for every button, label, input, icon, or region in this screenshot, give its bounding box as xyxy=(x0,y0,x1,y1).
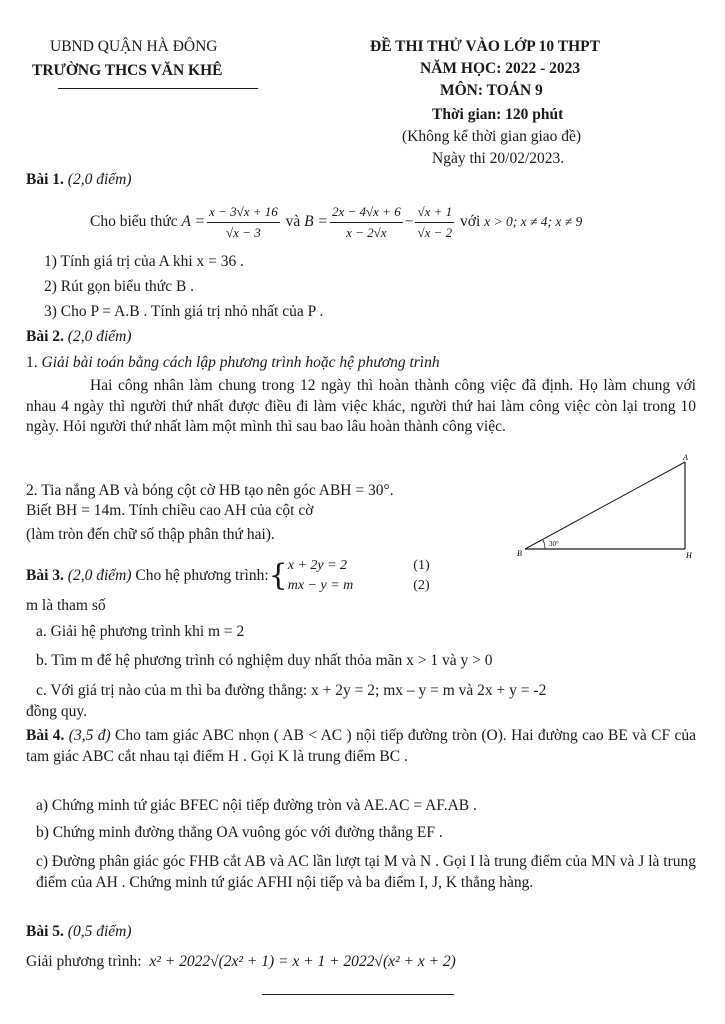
subject: MÔN: TOÁN 9 xyxy=(440,82,543,99)
expr-b-fraction-1 xyxy=(330,202,403,243)
expr-a-lhs: A = xyxy=(181,213,206,230)
bai3-qb: b. Tìm m để hệ phương trình có nghiệm duy nhất thỏa mãn x > 1 và y > 0 xyxy=(36,652,493,669)
expr-condition: x > 0; x ≠ 4; x ≠ 9 xyxy=(484,214,583,229)
system-equations xyxy=(288,556,354,596)
figure-label-a: A xyxy=(683,453,688,462)
bai3-heading-line xyxy=(26,554,430,598)
expr-b-numerator-1: 2x − 4√x + 6 xyxy=(330,202,403,223)
bai4-title: Bài 4. xyxy=(26,727,65,744)
school-name: TRƯỜNG THCS VĂN KHÊ xyxy=(32,62,223,79)
expr-b-minus: − xyxy=(404,213,414,230)
bai2-sub1-title: Giải bài toán bằng cách lập phương trình hoặc hệ phương trình xyxy=(41,354,440,371)
footer-rule xyxy=(262,994,454,995)
bai1-points: (2,0 điểm) xyxy=(67,171,132,188)
bai5-intro: Giải phương trình: xyxy=(26,953,142,970)
flagpole-figure xyxy=(515,452,695,567)
bai4-text xyxy=(26,726,696,767)
system-eq1: x + 2y = 2 xyxy=(287,558,348,573)
system-eq2: mx − y = m xyxy=(287,578,354,593)
bai5-equation: x² + 2022√(2x² + 1) = x + 1 + 2022√(x² + x + 2) xyxy=(149,953,456,970)
system-brace: { xyxy=(268,558,288,593)
bai1-q1: 1) Tính giá trị của A khi x = 36 . xyxy=(44,253,245,270)
bai3-qa: a. Giải hệ phương trình khi m = 2 xyxy=(36,623,245,640)
system-eq2-tag: (2) xyxy=(413,578,430,593)
bai1-q2: 2) Rút gọn biểu thức B . xyxy=(44,278,195,295)
figure-label-h: H xyxy=(686,551,692,560)
duration: Thời gian: 120 phút xyxy=(432,106,564,123)
figure-angle-label: 30° xyxy=(549,540,559,548)
bai5-equation-line xyxy=(26,952,456,972)
bai5-title: Bài 5. xyxy=(26,923,64,940)
system-tags xyxy=(413,556,429,596)
bai2-sub1-heading xyxy=(26,353,440,373)
bai4-points: (3,5 đ) xyxy=(68,727,111,744)
bai2-sub1-text: Hai công nhân làm chung trong 12 ngày thì hoàn thành công việc đã định. Họ làm chung với nhau 4 ngày thì người thứ nhất được điều đi làm việc khác, người thứ hai làm công việc còn lại trong 10 ngày. Hỏi người thứ nhất làm một mình thì sau bao lâu hoàn thành công việc. xyxy=(26,377,696,435)
bai2-title: Bài 2. xyxy=(26,328,64,345)
district-name: UBND QUẬN HÀ ĐÔNG xyxy=(50,38,218,55)
bai3-param: m là tham số xyxy=(26,597,106,614)
system-eq1-tag: (1) xyxy=(413,558,430,573)
figure-sunray-line xyxy=(525,462,685,549)
duration-note: (Không kể thời gian giao đề) xyxy=(402,128,582,145)
school-year: NĂM HỌC: 2022 - 2023 xyxy=(420,60,581,77)
bai5-heading xyxy=(26,922,131,942)
bai4-qc: c) Đường phân giác góc FHB cắt AB và AC lần lượt tại M và N . Gọi I là trung điểm của MN và J là trung điểm của AH . Chứng minh tứ giác AFHI nội tiếp và ba điểm I, J, K thẳng hàng. xyxy=(36,853,696,891)
bai3-intro: Cho hệ phương trình: xyxy=(135,567,269,584)
cond-word: với xyxy=(460,213,481,230)
bai3-points: (2,0 điểm) xyxy=(67,567,132,584)
bai5-points: (0,5 điểm) xyxy=(67,923,132,940)
exam-title: ĐỀ THI THỬ VÀO LỚP 10 THPT xyxy=(370,38,600,55)
bai1-q3: 3) Cho P = A.B . Tính giá trị nhỏ nhất của P . xyxy=(44,303,324,320)
expr-a-numerator: x − 3√x + 16 xyxy=(207,202,280,223)
figure-label-b: B xyxy=(517,549,522,558)
bai2-sub2-line3: (làm tròn đến chữ số thập phân thứ hai). xyxy=(26,526,275,543)
bai4-qa: a) Chứng minh tứ giác BFEC nội tiếp đường tròn và AE.AC = AF.AB . xyxy=(36,797,477,814)
expr-b-lhs: B = xyxy=(304,213,328,230)
bai2-sub2-line1: 2. Tia nắng AB và bóng cột cờ HB tạo nên góc ABH = 30°. xyxy=(26,482,394,499)
bai2-sub2-line2: Biết BH = 14m. Tính chiều cao AH của cột cờ xyxy=(26,502,314,519)
expr-b-denominator-1: x − 2√x xyxy=(346,224,387,240)
figure-angle-arc xyxy=(543,540,545,549)
bai1-intro: Cho biểu thức xyxy=(90,213,178,230)
expr-and: và xyxy=(285,213,301,230)
expr-a-denominator: √x − 3 xyxy=(226,224,261,240)
bai4-qb: b) Chứng minh đường thẳng OA vuông góc với đường thẳng EF . xyxy=(36,824,443,841)
bai3-qc-line1: c. Với giá trị nào của m thì ba đường thẳng: x + 2y = 2; mx – y = m và 2x + y = -2 xyxy=(36,682,547,699)
header-left-underline xyxy=(58,88,258,89)
bai1-expression-line xyxy=(90,200,582,244)
bai1-heading xyxy=(26,170,131,190)
bai2-heading xyxy=(26,327,131,347)
exam-date: Ngày thi 20/02/2023. xyxy=(432,150,565,167)
bai2-sub1-number: 1. xyxy=(26,354,38,371)
expr-a-fraction xyxy=(207,202,280,243)
bai4-body: Cho tam giác ABC nhọn ( AB < AC ) nội tiếp đường tròn (O). Hai đường cao BE và CF của tam giác ABC cắt nhau tại điểm H . Gọi K là trung điểm BC . xyxy=(26,727,697,765)
expr-b-fraction-2 xyxy=(415,202,454,243)
bai3-title: Bài 3. xyxy=(26,567,64,584)
expr-b-denominator-2: √x − 2 xyxy=(417,224,453,240)
bai3-qc-line2: đồng quy. xyxy=(26,703,87,720)
bai2-points: (2,0 điểm) xyxy=(67,328,132,345)
expr-b-numerator-2: √x + 1 xyxy=(415,202,454,223)
bai1-title: Bài 1. xyxy=(26,171,64,188)
